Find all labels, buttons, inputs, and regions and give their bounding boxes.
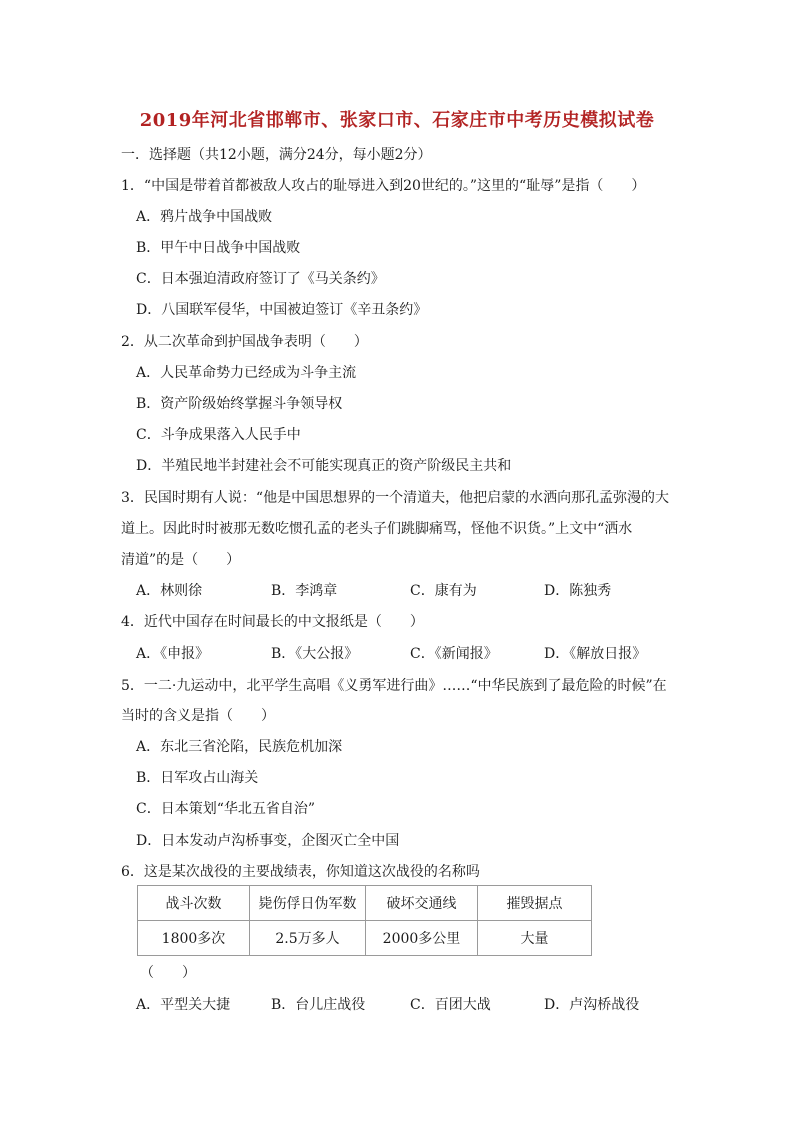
question-3-option-c: C．康有为 [410,583,477,599]
question-6-option-a: A．平型关大捷 [136,997,231,1013]
section-heading: 一．选择题（共12小题，满分24分，每小题2分） [121,147,432,163]
question-4-option-d: D．《解放日报》 [544,646,647,662]
question-2-stem: 2．从二次革命到护国战争表明（ ） [121,334,368,350]
question-1-option-b: B．甲午中日战争中国战败 [136,240,301,256]
question-3-stem-line-3: 清道”的是（ ） [121,552,241,568]
table-cell: 1800多次 [138,921,250,956]
table-header-cell: 破坏交通线 [366,886,478,921]
question-3-options [136,582,656,600]
question-2-option-c: C．斗争成果落入人民手中 [136,427,301,443]
question-6-option-d: D．卢沟桥战役 [544,997,640,1013]
question-5-option-d: D．日本发动卢沟桥事变，企图灭亡全中国 [136,833,400,849]
exam-title: 2019年河北省邯郸市、张家口市、石家庄市中考历史模拟试卷 [139,110,655,131]
table-cell: 2.5万多人 [250,921,366,956]
table-header-cell: 摧毁据点 [478,886,592,921]
question-6-option-c: C．百团大战 [410,997,491,1013]
table-cell: 大量 [478,921,592,956]
question-4-option-c: C．《新闻报》 [410,646,498,662]
question-3-option-b: B．李鸿章 [271,583,338,599]
table-cell: 2000多公里 [366,921,478,956]
question-5-option-c: C．日本策划“华北五省自治” [136,801,316,817]
question-1-option-a: A．鸦片战争中国战败 [136,209,273,225]
question-6-option-b: B．台儿庄战役 [271,997,366,1013]
question-1-stem: 1．“中国是带着首都被敌人攻占的耻辱进入到20世纪的。”这里的“耻辱”是指（ ） [121,178,646,194]
question-1-option-c: C．日本强迫清政府签订了《马关条约》 [136,271,385,287]
question-2-option-b: B．资产阶级始终掌握斗争领导权 [136,396,343,412]
question-3-option-d: D．陈独秀 [544,583,612,599]
question-4-option-b: B．《大公报》 [271,646,359,662]
question-6-stem: 6．这是某次战役的主要战绩表，你知道这次战役的名称吗 [121,864,480,880]
question-3-stem-line-2: 道上。因此时时被那无数吃惯孔孟的老头子们跳脚痛骂，怪他不识货。”上文中“洒水 [121,521,633,537]
question-5-option-a: A．东北三省沦陷，民族危机加深 [136,739,343,755]
question-5-stem-line-2: 当时的含义是指（ ） [121,708,275,724]
question-6-answer-blank: （ ） [140,965,196,981]
question-2-option-a: A．人民革命势力已经成为斗争主流 [136,365,357,381]
battle-results-table [137,885,592,956]
question-5-option-b: B．日军攻占山海关 [136,770,259,786]
question-4-options [136,645,656,663]
question-3-stem-line-1: 3．民国时期有人说：“他是中国思想界的一个清道夫，他把启蒙的水洒向那孔孟弥漫的大 [121,490,670,506]
question-6-options [136,996,656,1014]
table-header-cell: 战斗次数 [138,886,250,921]
question-3-option-a: A．林则徐 [136,583,203,599]
table-header-cell: 毙伤俘日伪军数 [250,886,366,921]
question-4-option-a: A．《申报》 [136,646,210,662]
table-header-row [138,886,592,921]
question-2-option-d: D．半殖民地半封建社会不可能实现真正的资产阶级民主共和 [136,458,512,474]
question-5-stem-line-1: 5．一二·九运动中，北平学生高唱《义勇军进行曲》……“中华民族到了最危险的时候”在 [121,678,667,694]
table-row [138,921,592,956]
question-1-option-d: D．八国联军侵华，中国被迫签订《辛丑条约》 [136,302,428,318]
question-4-stem: 4．近代中国存在时间最长的中文报纸是（ ） [121,614,424,630]
